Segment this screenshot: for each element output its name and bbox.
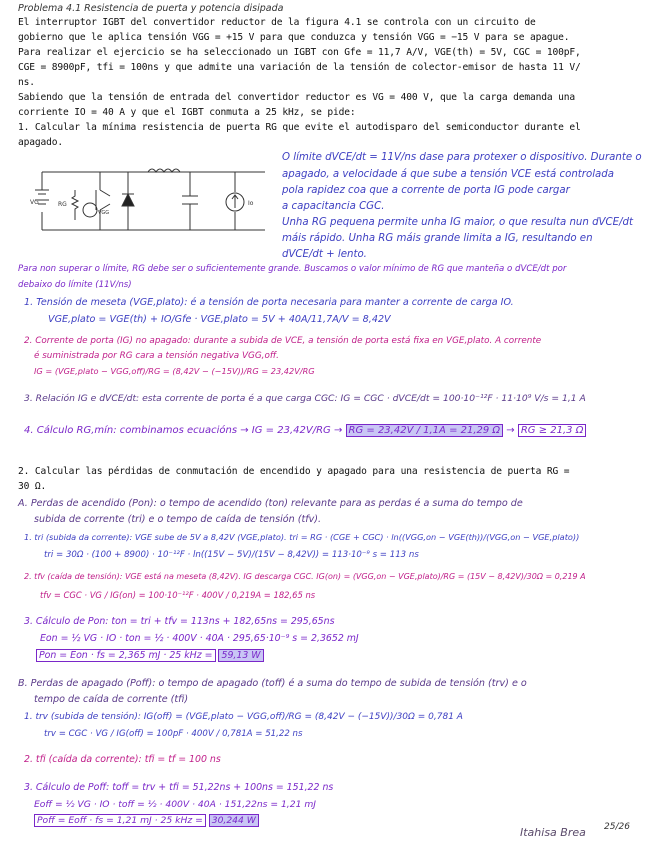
statement-line: ns. [18, 77, 35, 88]
a3-power [36, 650, 264, 661]
statement-line: 1. Calcular la mínima resistencia de puerta RG que evite el autodisparo del semiconductor durante el [18, 122, 581, 133]
problem-title: Problema 4.1 Resistencia de puerta y potencia disipada [18, 3, 284, 14]
note-line: Para non superar o límite, RG debe ser o suficientemente grande. Buscamos o valor mínimo de RG que manteña o dVCE/dt por [18, 264, 567, 274]
note-line: O límite dVCE/dt = 11V/ns dase para protexer o dispositivo. Durante o [282, 152, 642, 163]
a2-formula: tfv = CGC · VG / IG(on) = 100·10⁻¹²F · 400V / 0,219A = 182,65 ns [40, 590, 316, 600]
author-signature: Itahisa Brea [520, 826, 586, 839]
b1-line: 1. trv (subida de tensión): IG(off) = (VGE,plato − VGG,off)/RG = (8,42V − (−15V))/30Ω = 0,781 A [24, 712, 463, 722]
part-b-title-2: tempo de caída de corrente (tfi) [34, 694, 189, 705]
rg-label: RG [58, 201, 67, 208]
b1-formula: trv = CGC · VG / IG(off) = 100pF · 400V / 0,781A = 51,22 ns [44, 729, 303, 739]
b3-power [34, 815, 259, 826]
part-b-title: B. Perdas de apagado (Poff): o tempo de apagado (toff) é a suma do tempo de subida de tensión (trv) e o [18, 678, 527, 689]
statement-line: gobierno que le aplica tensión VGG = +15 V para que conduzca y tensión VGG = −15 V para se apague. [18, 32, 570, 43]
a3-line: 3. Cálculo de Pon: ton = tri + tfv = 113ns + 182,65ns = 295,65ns [24, 616, 335, 627]
statement-line: corriente IO = 40 A y que el IGBT conmuta a 25 kHz, se pide: [18, 107, 356, 118]
poff-answer: 30,244 W [209, 814, 259, 827]
part-a-title-2: subida de corrente (tri) e o tempo de caída de tensión (tfv). [34, 514, 322, 525]
pon-formula: Pon = Eon · fs = 2,365 mJ · 25 kHz = [36, 649, 216, 662]
a1-formula: tri = 30Ω · (100 + 8900) · 10⁻¹²F · ln((15V − 5V)/(15V − 8,42V)) = 113·10⁻⁹ s = 113 ns [44, 550, 419, 560]
note-line: Unha RG pequena permite unha IG maior, o que resulta nun dVCE/dt [282, 217, 633, 228]
statement-line: CGE = 8900pF, tfi = 100ns y que admite una variación de la tensión de colector-emisor de hasta 11 V/ [18, 62, 581, 73]
a3-energy: Eon = ½ VG · IO · ton = ½ · 400V · 40A · 295,65·10⁻⁹ s = 2,3652 mJ [40, 633, 359, 644]
page-number: 25/26 [604, 822, 630, 832]
a1-line: 1. tri (subida da corrente): VGE sube de 5V a 8,42V (VGE,plato). tri = RG · (CGE + CGC) · ln((VGG,on − VGE(th))/(VGG,on − VGE,plato)) [24, 532, 580, 542]
io-label: Io [248, 200, 254, 207]
step-1-formula: VGE,plato = VGE(th) + IO/Gfe · VGE,plato = 5V + 40A/11,7A/V = 8,42V [48, 314, 391, 325]
step-4-result: RG = 23,42V / 1,1A = 21,29 Ω [346, 424, 504, 437]
vgg-label: VGG [98, 210, 110, 216]
step-4-text: 4. Cálculo RG,mín: combinamos ecuacións → IG = 23,42V/RG → [24, 425, 343, 436]
a2-line: 2. tfv (caída de tensión): VGE está na meseta (8,42V). IG descarga CGC. IG(on) = (VGG,on − VGE,plato)/RG = (15V − 8,42V)/30Ω = 0,219 A [24, 572, 586, 581]
statement-line: 2. Calcular las pérdidas de conmutación de encendido y apagado para una resistencia de puerta RG = [18, 466, 570, 477]
statement-line: Sabiendo que la tensión de entrada del convertidor reductor es VG = 400 V, que la carga demanda una [18, 92, 575, 103]
vg-label: VG [30, 199, 39, 206]
step-2-formula: IG = (VGE,plato − VGG,off)/RG = (8,42V − (−15V))/RG = 23,42V/RG [34, 366, 315, 376]
b3-energy: Eoff = ½ VG · IO · toff = ½ · 400V · 40A · 151,22ns = 1,21 mJ [34, 799, 316, 810]
note-line: debaixo do límite (11V/ns) [18, 280, 132, 290]
b2-line: 2. tfi (caída da corrente): tfi = tf = 100 ns [24, 754, 221, 765]
statement-line: Para realizar el ejercicio se ha seleccionado un IGBT con Gfe = 11,7 A/V, VGE(th) = 5V, CGC = 100pF, [18, 47, 581, 58]
step-4: 4. Cálculo RG,mín: combinamos ecuacións → IG = 23,42V/RG → RG = 23,42V / 1,1A = 21,29 Ω → RG ≥ 21,3 Ω [24, 425, 586, 436]
b3-line: 3. Cálculo de Poff: toff = trv + tfi = 51,22ns + 100ns = 151,22 ns [24, 782, 334, 793]
statement-line: El interruptor IGBT del convertidor reductor de la figura 4.1 se controla con un circuito de [18, 17, 536, 28]
note-line: pola rapidez coa que a corrente de porta IG pode cargar [282, 185, 570, 196]
step-2-heading: 2. Corrente de porta (IG) no apagado: durante a subida de VCE, a tensión de porta está fixa en VGE,plato. A corrente [24, 336, 542, 346]
poff-formula: Poff = Eoff · fs = 1,21 mJ · 25 kHz = [34, 814, 206, 827]
statement-line: 30 Ω. [18, 481, 47, 492]
step-1-heading: 1. Tensión de meseta (VGE,plato): é a tensión de porta necesaria para manter a corrente de carga IO. [24, 297, 514, 308]
pon-answer: 59,13 W [218, 649, 263, 662]
note-line: apagado, a velocidade á que sube a tensión VCE está controlada [282, 169, 615, 180]
step-2-text: é suministrada por RG cara a tensión negativa VGG,off. [34, 351, 279, 361]
note-line: dVCE/dt + lento. [282, 249, 367, 260]
rg-min-answer: RG ≥ 21,3 Ω [518, 424, 587, 437]
note-line: a capacitancia CGC. [282, 201, 385, 212]
note-line: máis rápido. Unha RG máis grande limita a IG, resultando en [282, 233, 593, 244]
step-3: 3. Relación IG e dVCE/dt: esta corrente de porta é a que carga CGC: IG = CGC · dVCE/dt = 100·10⁻¹²F · 11·10⁹ V/s = 1,1 A [24, 393, 586, 404]
buck-converter-circuit [30, 160, 275, 240]
statement-line: apagado. [18, 137, 64, 148]
part-a-title: A. Perdas de acendido (Pon): o tempo de acendido (ton) relevante para as perdas é a suma do tempo de [18, 498, 523, 509]
